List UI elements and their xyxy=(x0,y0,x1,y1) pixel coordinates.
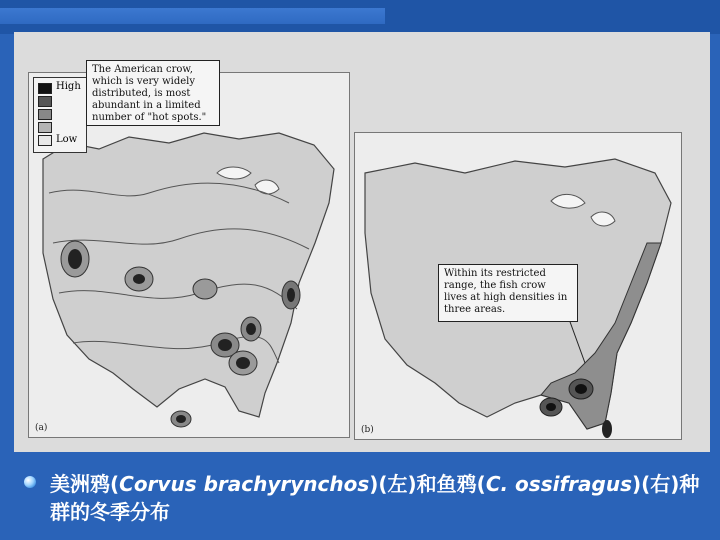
top-banner xyxy=(0,0,720,34)
american-crow-map xyxy=(28,72,350,438)
caption-species-2: C. ossifragus xyxy=(485,472,632,496)
caption-area xyxy=(0,462,720,540)
caption-part-2: )(左)和鱼鸦( xyxy=(369,472,486,496)
caption-part-1: 美洲鸦( xyxy=(50,472,120,496)
caption-part-3: )(右)种群的冬季分布 xyxy=(50,472,700,524)
legend-swatch-4 xyxy=(38,122,52,133)
slide-caption xyxy=(50,470,710,526)
bullet-icon xyxy=(24,476,36,488)
panel-b-label: (b) xyxy=(361,425,374,435)
banner-stripe xyxy=(0,8,385,24)
legend-swatch-low xyxy=(38,135,52,146)
legend-low-label: Low xyxy=(56,134,78,145)
legend-swatch-high xyxy=(38,83,52,94)
legend-swatch-2 xyxy=(38,96,52,107)
caption-species-1: Corvus brachyrynchos xyxy=(119,472,370,496)
fish-crow-callout: Within its restricted range, the fish crow lives at high densities in three areas. xyxy=(438,264,578,322)
panel-a-label: (a) xyxy=(35,423,48,433)
legend-swatch-3 xyxy=(38,109,52,120)
american-crow-callout: The American crow, which is very widely distributed, is most abundant in a limited number of "hot spots." xyxy=(86,60,220,126)
scanned-figure xyxy=(14,32,710,452)
legend-high-label: High xyxy=(56,81,81,92)
density-legend xyxy=(33,77,87,153)
